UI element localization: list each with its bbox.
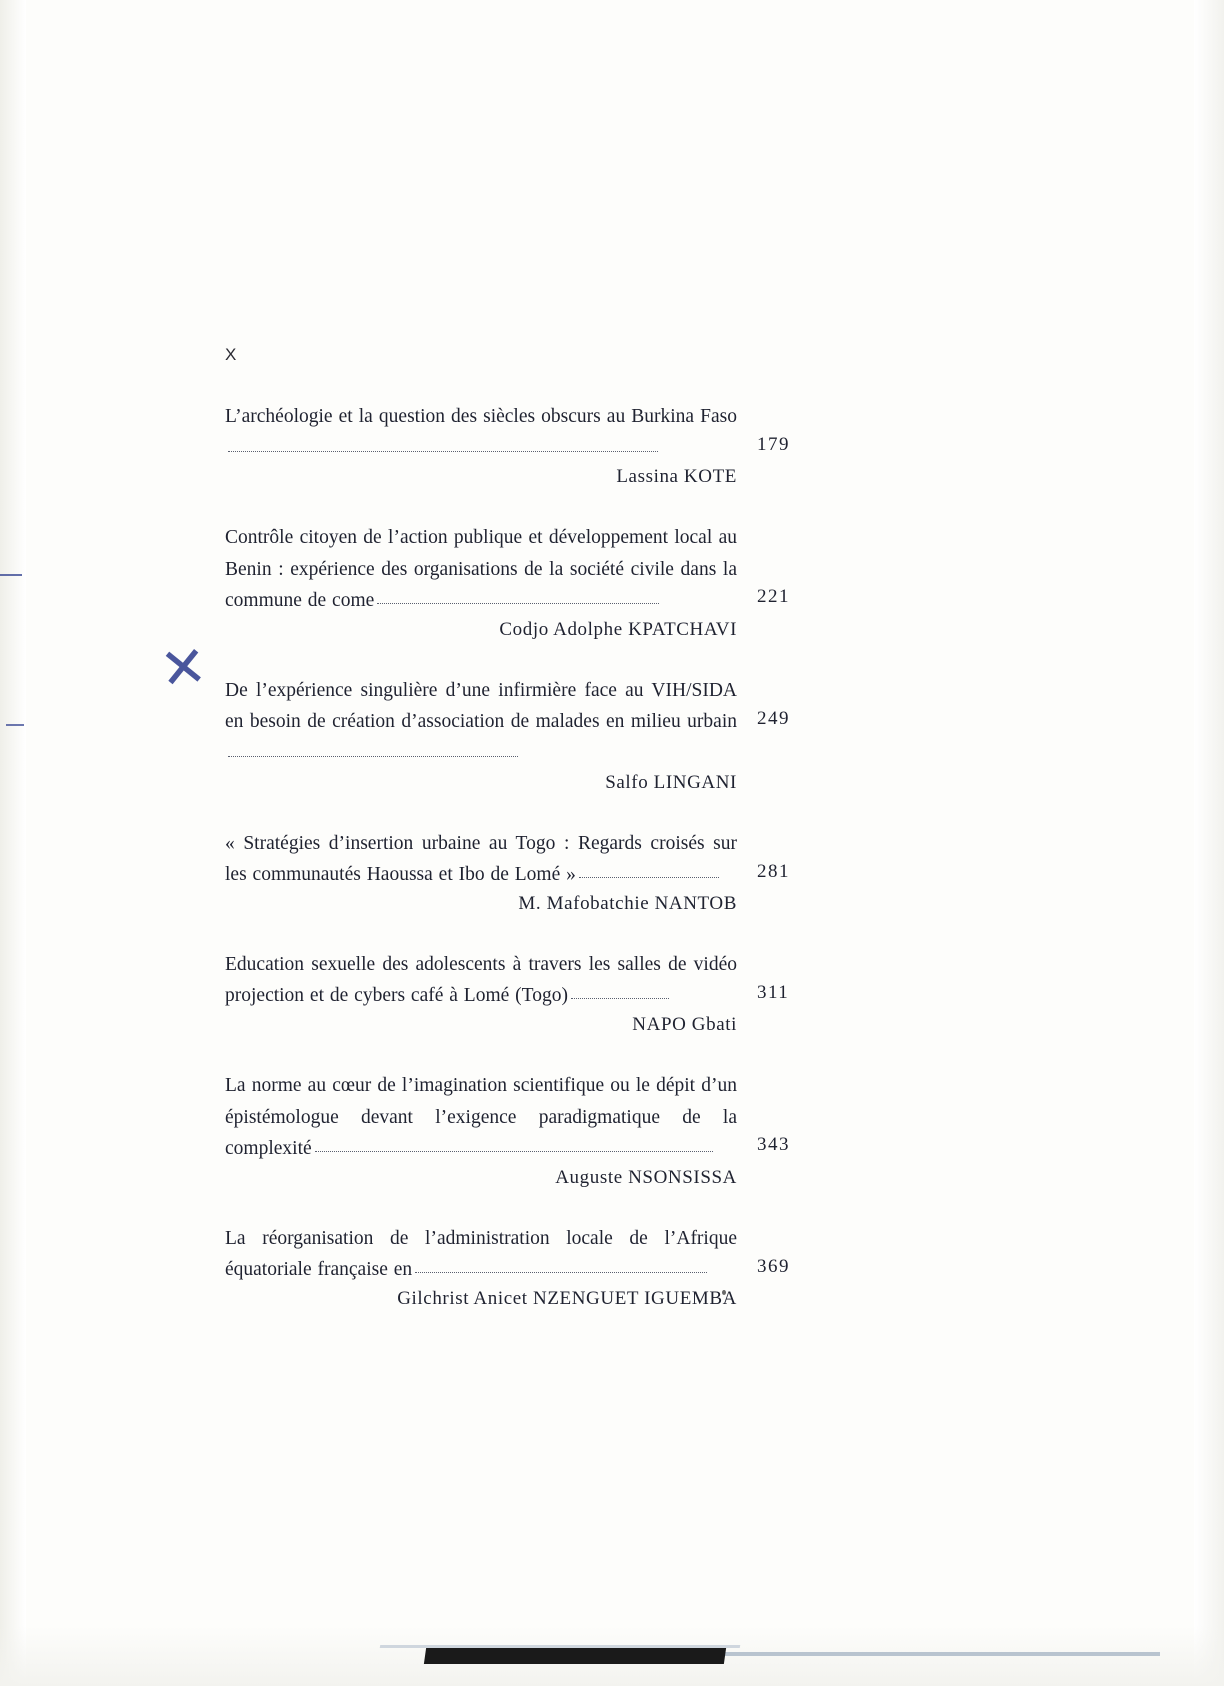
toc-entry-title [225,522,737,617]
toc-entry-author: M. Mafobatchie NANTOB [518,892,737,914]
toc-entry-page: 343 [757,1133,790,1155]
toc-entry-title-text: De l’expérience singulière d’une infirmière face au VIH/SIDA en besoin de création d’association de malades en milieu urbain [225,679,737,733]
page-folio: X [225,345,237,364]
toc-entry-title [225,675,737,770]
toc-entry-author: Lassina KOTE [616,466,737,488]
toc-entry-title [225,1223,737,1286]
toc-entry-title-text: La norme au cœur de l’imagination scientifique ou le dépit d’un épistémologue devant l’exigence paradigmatique de la complexité [225,1074,737,1160]
dot-leader [228,747,518,757]
dot-leader [315,1142,713,1152]
toc-entry-title-text: Contrôle citoyen de l’action publique et développement local au Benin : expérience des organisations de la société civile dans la commune de come [225,527,737,612]
toc-entry-page: 221 [757,586,790,608]
toc-entry-title-text: « Stratégies d’insertion urbaine au Togo : Regards croisés sur les communautés Haoussa et Ibo de Lomé » [225,832,737,886]
toc-entry[interactable] [225,949,790,1036]
toc-entry-page: 249 [757,707,790,729]
dot-leader [228,442,658,452]
toc-entry[interactable] [225,401,790,488]
dot-leader [571,989,669,999]
toc-entry-author: Salfo LINGANI [605,771,737,793]
toc-entry[interactable] [225,522,790,641]
toc-entry-author: Codjo Adolphe KPATCHAVI [499,618,737,640]
handwritten-x-mark: ✕ [156,633,211,702]
page-right-edge [1194,0,1224,1686]
toc-entry-page: 311 [757,981,790,1003]
page-left-edge [0,0,26,1686]
toc-entry-title [225,401,737,464]
toc-entry-title-text: La réorganisation de l’administration locale de l’Afrique équatoriale française en [225,1227,737,1281]
toc-entry-author: Auguste NSONSISSA [555,1166,737,1188]
toc-entry-title [225,828,737,891]
scanner-artifact-line-2 [700,1652,1160,1656]
toc-entry-author: NAPO Gbati [632,1013,737,1035]
toc-entry-page: 281 [757,860,790,882]
toc-entry-title-text: L’archéologie et la question des siècles obscurs au Burkina Faso [225,406,737,427]
scanner-artifact-bar [424,1648,726,1664]
dot-leader [579,868,719,878]
toc-entry-page: 179 [757,434,790,455]
toc-entry-title-text: Education sexuelle des adolescents à travers les salles de vidéo projection et de cybers café à Lomé (Togo) [225,953,737,1007]
toc-entry[interactable] [225,828,790,915]
toc-entry[interactable] [225,1223,790,1310]
toc-entry-author: Gilchrist Anicet NZENGUET IGUEMBA [397,1287,737,1309]
toc-entry-page: 369 [757,1255,790,1277]
margin-mark-dash-2 [6,724,24,726]
toc-entry-title [225,1070,737,1165]
toc-entry[interactable] [225,675,790,794]
dot-leader [415,1263,707,1273]
toc-entry[interactable] [225,1070,790,1189]
table-of-contents [225,345,790,1344]
margin-mark-dash-1 [0,574,22,576]
toc-entry-title [225,949,737,1012]
dot-leader [377,594,659,604]
